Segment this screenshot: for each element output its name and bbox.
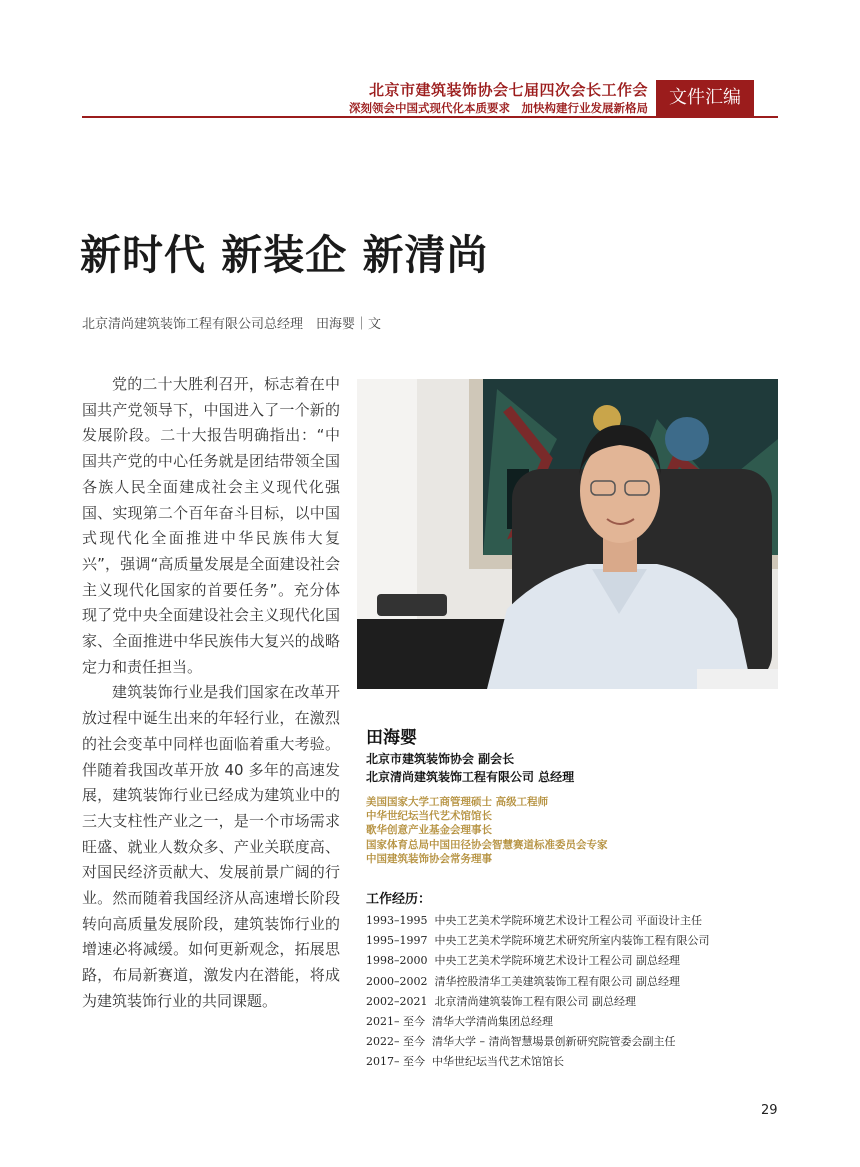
page-number: 29 (761, 1103, 778, 1118)
experience-item (366, 1012, 710, 1032)
experience-item (366, 1052, 710, 1072)
honor-line: 歌华创意产业基金会理事长 (366, 824, 492, 837)
position-line: 北京清尚建筑装饰工程有限公司 总经理 (366, 770, 575, 784)
header-divider (82, 116, 778, 118)
experience-detail: 北京清尚建筑装饰工程有限公司 副总经理 (434, 994, 636, 1008)
article-byline: 北京清尚建筑装饰工程有限公司总经理 田海婴｜文 (82, 317, 382, 332)
experience-period: 2022– 至今 (366, 1035, 425, 1049)
experience-period: 1998–2000 (366, 954, 428, 968)
honor-line: 中华世纪坛当代艺术馆馆长 (366, 810, 492, 823)
bio-name: 田海婴 (366, 728, 417, 748)
experience-item (366, 972, 710, 992)
experience-period: 2002–2021 (366, 994, 428, 1008)
experience-detail: 中央工艺美术学院环境艺术设计工程公司 副总经理 (434, 954, 680, 968)
experience-period: 2017– 至今 (366, 1055, 425, 1069)
experience-detail: 中央工艺美术学院环境艺术设计工程公司 平面设计主任 (434, 914, 702, 927)
paragraph: 建筑装饰行业是我们国家在改革开放过程中诞生出来的年轻行业，在激烈的社会变革中同样也面临着重大考验。伴随着我国改革开放 40 多年的高速发展，建筑装饰行业已经成为建筑业中的三大支柱性产业之一，是一个市场需求旺盛、就业人数众多、产业关联度高、对国民经济贡献大、发展前景广阔的行业。然而随着我国经济从高速增长阶段转向高质量发展阶段，建筑装饰行业的增速必将减缓。如何更新观念，拓展思路，布局新赛道，激发内在潜能，将成为建筑装饰行业的共同课题。 (82, 683, 340, 1010)
experience-item (366, 931, 710, 951)
header-meeting-title: 北京市建筑装饰协会七届四次会长工作会 (368, 81, 648, 99)
honor-line: 国家体育总局中国田径协会智慧赛道标准委员会专家 (366, 838, 608, 851)
experience-item (366, 951, 710, 971)
portrait-photo (357, 379, 778, 689)
experience-heading: 工作经历： (366, 892, 432, 907)
header-subtitle: 深刻领会中国式现代化本质要求 加快构建行业发展新格局 (349, 101, 648, 115)
honor-line: 中国建筑装饰协会常务理事 (366, 852, 492, 865)
article-title: 新时代 新装企 新清尚 (80, 231, 489, 279)
experience-detail: 清华大学清尚集团总经理 (432, 1014, 553, 1028)
honor-line: 美国国家大学工商管理硕士 高级工程师 (366, 796, 549, 808)
experience-detail: 清华大学 – 清尚智慧場景创新研究院管委会副主任 (432, 1035, 676, 1049)
section-tag: 文件汇编 (656, 80, 754, 116)
experience-detail: 中华世纪坛当代艺术馆馆长 (432, 1055, 564, 1069)
experience-period: 2000–2002 (366, 974, 428, 988)
experience-period: 1995–1997 (366, 934, 428, 948)
bio-positions (366, 750, 574, 786)
paragraph: 党的二十大胜利召开，标志着在中国共产党领导下，中国进入了一个新的发展阶段。二十大报告明确指出：“中国共产党的中心任务就是团结带领全国各族人民全面建成社会主义现代化强国、实现第二个百年奋斗目标，以中国式现代化全面推进中华民族伟大复兴”，强调“高质量发展是全面建设社会主义现代化国家的首要任务”。充分体现了党中央全面建设社会主义现代化国家、全面推进中华民族伟大复兴的战略定力和责任担当。 (82, 375, 340, 676)
experience-item (366, 911, 710, 931)
experience-item (366, 992, 710, 1012)
experience-detail: 中央工艺美术学院环境艺术研究所室内装饰工程有限公司 (434, 934, 710, 948)
experience-item (366, 1032, 710, 1052)
article-body (82, 372, 340, 1015)
experience-list (366, 911, 710, 1073)
running-header (349, 80, 648, 116)
experience-period: 2021– 至今 (366, 1014, 425, 1028)
experience-detail: 清华控股清华工美建筑装饰工程有限公司 副总经理 (434, 974, 680, 988)
position-line: 北京市建筑装饰协会 副会长 (366, 752, 515, 766)
experience-period: 1993–1995 (366, 914, 428, 927)
portrait-illustration (357, 379, 778, 689)
bio-honors (366, 795, 608, 866)
